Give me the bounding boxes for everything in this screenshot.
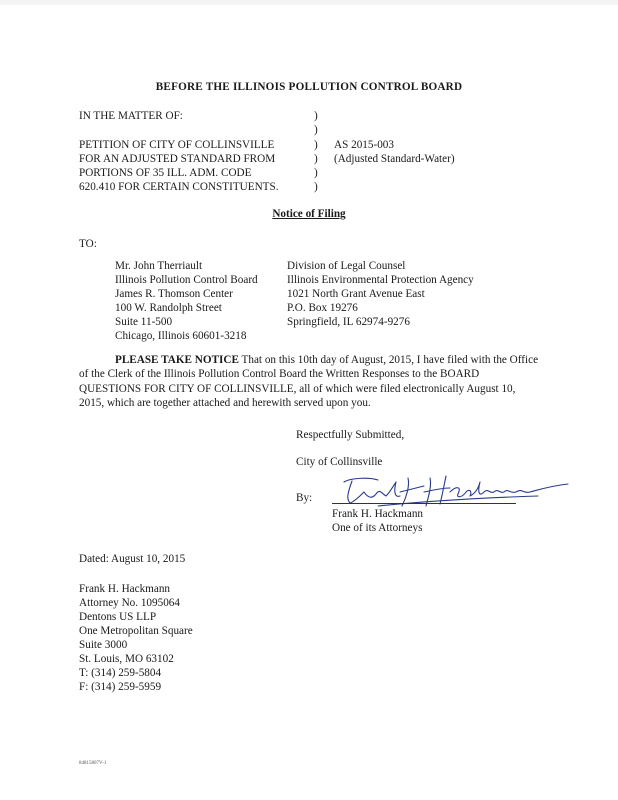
caption-paren: ) [314,181,318,193]
notice-title: Notice of Filing [272,208,346,220]
caption-paren: ) [314,153,318,165]
recipient-right-line: P.O. Box 19276 [287,302,358,314]
attorney-line: St. Louis, MO 63102 [79,653,174,665]
recipient-left-line: 100 W. Randolph Street [115,302,222,314]
caption-paren: ) [314,110,318,122]
recipient-left-line: Chicago, Illinois 60601-3218 [115,330,247,342]
recipient-right-line: Illinois Environmental Protection Agency [287,274,474,286]
caption-line: PORTIONS OF 35 ILL. ADM. CODE [79,167,252,179]
caption-paren: ) [314,139,318,151]
caption-line: IN THE MATTER OF: [79,110,183,122]
respectfully-submitted: Respectfully Submitted, [296,429,405,441]
attorney-line: F: (314) 259-5959 [79,681,162,693]
recipient-right-line: 1021 North Grant Avenue East [287,288,425,300]
notice-text: That on this 10th day of August, 2015, I have filed with the Office of the Clerk of the Illinois Pollution Control Board the Written Responses to the BOARD QUESTIONS FOR CITY OF COLLINSVILLE, all of which were filed electronically August 10, 2015, which are together attached and herewith served upon you. [79,354,539,410]
handwritten-signature [338,472,573,512]
attorney-line: One Metropolitan Square [79,625,193,637]
recipient-left-line: James R. Thomson Center [115,288,233,300]
notice-paragraph [79,353,539,411]
recipient-left-line: Suite 11-500 [115,316,173,328]
attorney-line: Suite 3000 [79,639,128,651]
caption-paren: ) [314,124,318,136]
recipient-right-line: Springfield, IL 62974-9276 [287,316,410,328]
dated-line: Dated: August 10, 2015 [79,553,186,565]
case-number: AS 2015-003 [334,139,394,151]
document-title: BEFORE THE ILLINOIS POLLUTION CONTROL BOARD [155,81,463,93]
to-label: TO: [79,238,97,250]
recipient-left-line: Mr. John Therriault [115,260,203,272]
caption-line: FOR AN ADJUSTED STANDARD FROM [79,153,276,165]
recipient-left-line: Illinois Pollution Control Board [115,274,258,286]
signature-line [332,503,516,504]
caption-line: 620.410 FOR CERTAIN CONSTITUENTS. [79,181,279,193]
attorney-line: Dentons US LLP [79,611,157,623]
notice-lead: PLEASE TAKE NOTICE [115,354,239,366]
attorney-line: Frank H. Hackmann [79,583,171,595]
signer-name: Frank H. Hackmann [332,508,424,520]
signer-role: One of its Attorneys [332,522,423,534]
caption-paren: ) [314,167,318,179]
scan-edge [0,0,618,5]
attorney-line: Attorney No. 1095064 [79,597,180,609]
client-name: City of Collinsville [296,456,383,468]
attorney-line: T: (314) 259-5804 [79,667,162,679]
case-type: (Adjusted Standard-Water) [334,153,455,165]
recipient-right-line: Division of Legal Counsel [287,260,406,272]
by-label: By: [296,492,313,504]
caption-line: PETITION OF CITY OF COLLINSVILLE [79,139,275,151]
footer-doc-code: 84815807V-1 [79,761,107,766]
